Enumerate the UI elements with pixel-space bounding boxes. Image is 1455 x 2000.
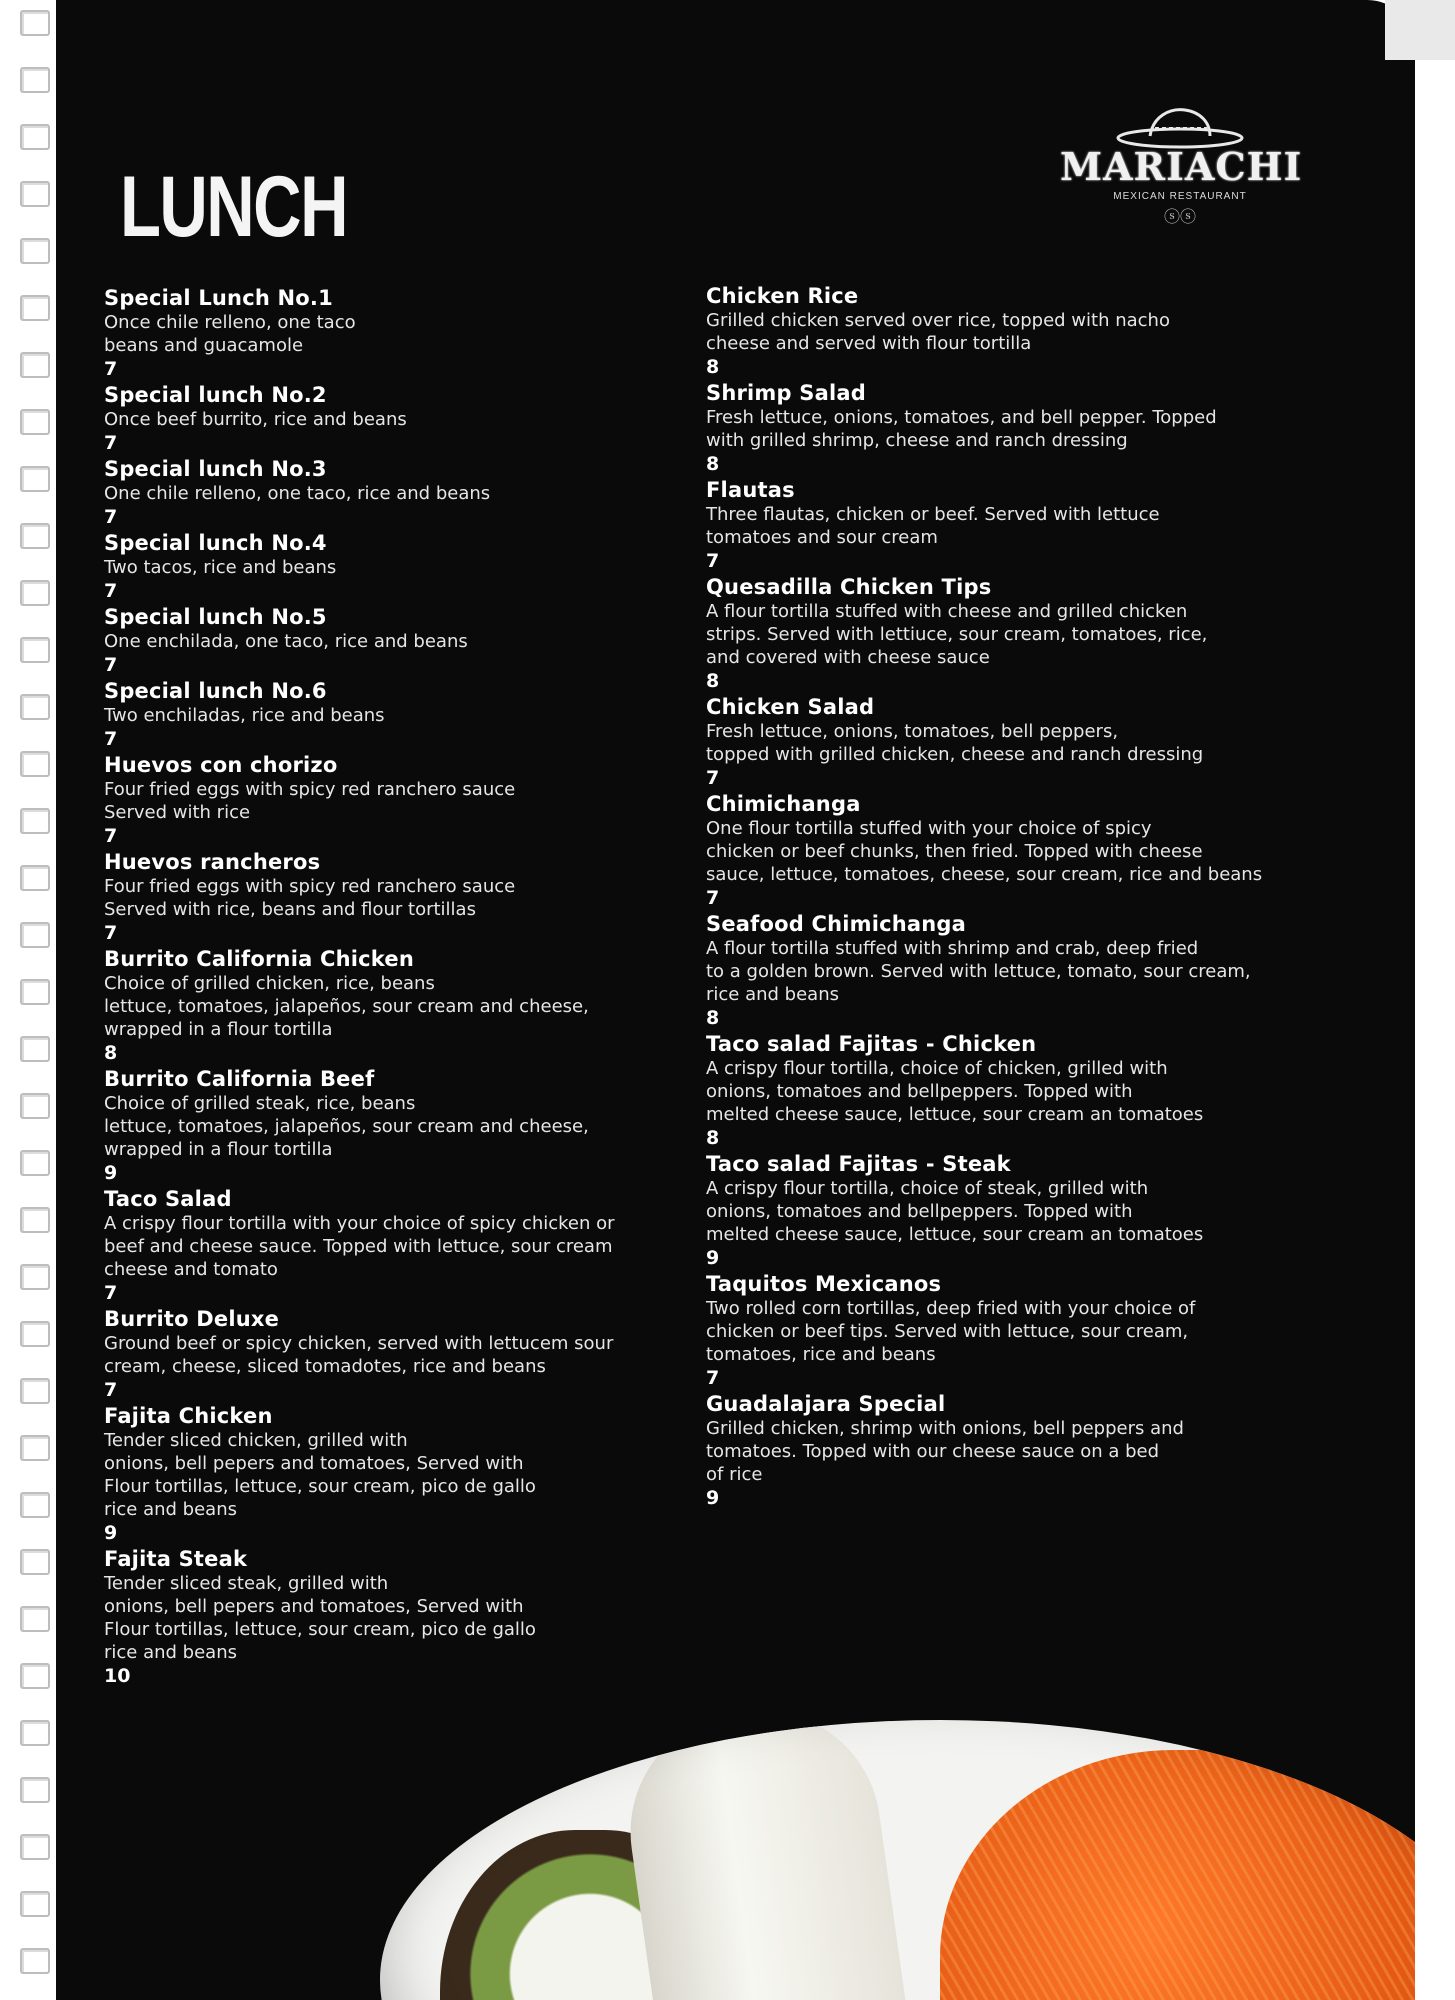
binding-hole xyxy=(20,352,50,378)
binding-hole xyxy=(20,1378,50,1404)
menu-item-description: Grilled chicken, shrimp with onions, bell peppers and tomatoes. Topped with our cheese sauce on a bed of rice xyxy=(706,1418,1184,1485)
menu-item xyxy=(104,285,704,382)
menu-item xyxy=(706,911,1306,1031)
menu-item xyxy=(706,1391,1306,1511)
menu-item-price: 7 xyxy=(706,1367,720,1389)
menu-item-price: 7 xyxy=(706,887,720,909)
menu-item-description: Once beef burrito, rice and beans xyxy=(104,409,407,430)
menu-item-name: Fajita Steak xyxy=(104,1547,248,1571)
menu-item xyxy=(104,456,704,530)
menu-item-description: One enchilada, one taco, rice and beans xyxy=(104,631,468,652)
menu-item xyxy=(104,382,704,456)
menu-item xyxy=(104,1066,704,1186)
menu-item-price: 7 xyxy=(104,580,118,602)
menu-item xyxy=(706,1031,1306,1151)
binding-hole xyxy=(20,637,50,663)
menu-item-name: Guadalajara Special xyxy=(706,1392,946,1416)
binding-hole xyxy=(20,238,50,264)
binding-hole xyxy=(20,1549,50,1575)
binding-hole xyxy=(20,1606,50,1632)
menu-item xyxy=(104,678,704,752)
menu-item xyxy=(104,604,704,678)
menu-item-description: A flour tortilla stuffed with shrimp and crab, deep fried to a golden brown. Served with lettuce, tomato, sour cream, rice and beans xyxy=(706,938,1251,1005)
menu-item-name: Seafood Chimichanga xyxy=(706,912,967,936)
page-title: LUNCH xyxy=(120,159,347,255)
menu-item xyxy=(706,1271,1306,1391)
menu-item-name: Flautas xyxy=(706,478,795,502)
binding-hole xyxy=(20,865,50,891)
menu-item-price: 7 xyxy=(104,922,118,944)
menu-item-price: 9 xyxy=(706,1247,720,1269)
menu-item-price: 8 xyxy=(706,670,720,692)
menu-item-name: Taco salad Fajitas - Steak xyxy=(706,1152,1011,1176)
menu-item xyxy=(706,694,1306,791)
binding-hole xyxy=(20,1150,50,1176)
binding-hole xyxy=(20,1492,50,1518)
menu-item-price: 7 xyxy=(104,728,118,750)
menu-item-description: Two rolled corn tortillas, deep fried with your choice of chicken or beef tips. Served with lettuce, sour cream, tomatoes, rice and beans xyxy=(706,1298,1196,1365)
menu-item xyxy=(104,530,704,604)
menu-item-description: Tender sliced steak, grilled with onions, bell pepers and tomatoes, Served with Flour tortillas, lettuce, sour cream, pico de gallo rice and beans xyxy=(104,1573,536,1663)
menu-item-description: A crispy flour tortilla, choice of chicken, grilled with onions, tomatoes and bellpeppers. Topped with melted cheese sauce, lettuce, sour cream an tomatoes xyxy=(706,1058,1204,1125)
menu-item-name: Huevos con chorizo xyxy=(104,753,338,777)
menu-item xyxy=(706,791,1306,911)
binding-hole xyxy=(20,1891,50,1917)
binding-hole xyxy=(20,1321,50,1347)
menu-item xyxy=(104,1306,704,1403)
menu-item-description: Four fried eggs with spicy red ranchero sauce Served with rice, beans and flour tortillas xyxy=(104,876,516,920)
binding-hole xyxy=(20,1036,50,1062)
binding-hole xyxy=(20,1834,50,1860)
menu-item-description: One flour tortilla stuffed with your choice of spicy chicken or beef chunks, then fried. Topped with cheese sauce, lettuce, tomatoes, cheese, sour cream, rice and beans xyxy=(706,818,1263,885)
menu-item xyxy=(104,752,704,849)
binding-hole xyxy=(20,409,50,435)
menu-item-price: 7 xyxy=(706,767,720,789)
menu-item-name: Special lunch No.2 xyxy=(104,383,327,407)
binding-hole xyxy=(20,1720,50,1746)
menu-item-price: 7 xyxy=(104,1282,118,1304)
menu-item-description: Choice of grilled steak, rice, beans lettuce, tomatoes, jalapeños, sour cream and cheese, wrapped in a flour tortilla xyxy=(104,1093,589,1160)
binding-hole xyxy=(20,1207,50,1233)
binding-hole xyxy=(20,295,50,321)
binding-hole xyxy=(20,1435,50,1461)
menu-item-name: Burrito Deluxe xyxy=(104,1307,280,1331)
menu-item-name: Special lunch No.6 xyxy=(104,679,327,703)
binding-hole xyxy=(20,124,50,150)
menu-item-name: Quesadilla Chicken Tips xyxy=(706,575,992,599)
menu-item-price: 8 xyxy=(706,1127,720,1149)
binding-hole xyxy=(20,523,50,549)
menu-item-description: Fresh lettuce, onions, tomatoes, bell peppers, topped with grilled chicken, cheese and ranch dressing xyxy=(706,721,1204,765)
menu-item-price: 7 xyxy=(104,1379,118,1401)
right-menu-column xyxy=(706,283,1306,1511)
menu-item-name: Special Lunch No.1 xyxy=(104,286,333,310)
binding-hole xyxy=(20,1948,50,1974)
binding-hole xyxy=(20,10,50,36)
menu-item-name: Huevos rancheros xyxy=(104,850,321,874)
logo-ornament: ⓢⓢ xyxy=(1163,207,1196,226)
menu-item-name: Taco Salad xyxy=(104,1187,232,1211)
menu-item xyxy=(104,1546,704,1689)
menu-item-name: Special lunch No.5 xyxy=(104,605,327,629)
binding-hole xyxy=(20,1663,50,1689)
logo-name: MARIACHI xyxy=(1060,144,1303,189)
food-photo xyxy=(380,1720,1415,2000)
menu-item-price: 8 xyxy=(706,453,720,475)
menu-item-name: Fajita Chicken xyxy=(104,1404,273,1428)
menu-item-description: A crispy flour tortilla with your choice of spicy chicken or beef and cheese sauce. Topped with lettuce, sour cream cheese and tomato xyxy=(104,1213,615,1280)
menu-item xyxy=(706,380,1306,477)
menu-item-price: 9 xyxy=(104,1162,118,1184)
menu-item-price: 8 xyxy=(104,1042,118,1064)
menu-item-description: Choice of grilled chicken, rice, beans lettuce, tomatoes, jalapeños, sour cream and cheese, wrapped in a flour tortilla xyxy=(104,973,589,1040)
menu-item-price: 7 xyxy=(104,358,118,380)
sombrero-icon xyxy=(1115,104,1245,150)
menu-item-price: 8 xyxy=(706,356,720,378)
binding-hole xyxy=(20,1777,50,1803)
menu-item-name: Chicken Rice xyxy=(706,284,859,308)
menu-item-description: Grilled chicken served over rice, topped with nacho cheese and served with flour tortilla xyxy=(706,310,1170,354)
menu-item-description: Four fried eggs with spicy red ranchero sauce Served with rice xyxy=(104,779,516,823)
binding-hole xyxy=(20,922,50,948)
menu-item-price: 10 xyxy=(104,1665,131,1687)
menu-item-price: 7 xyxy=(104,506,118,528)
menu-item-price: 9 xyxy=(104,1522,118,1544)
menu-item-name: Burrito California Beef xyxy=(104,1067,375,1091)
menu-item-name: Chicken Salad xyxy=(706,695,875,719)
menu-item xyxy=(104,1186,704,1306)
menu-item-description: A crispy flour tortilla, choice of steak, grilled with onions, tomatoes and bellpeppers. Topped with melted cheese sauce, lettuce, sour cream an tomatoes xyxy=(706,1178,1204,1245)
restaurant-logo xyxy=(1060,100,1303,235)
binding-hole xyxy=(20,580,50,606)
menu-item xyxy=(104,1403,704,1546)
spiral-binding xyxy=(0,0,56,2000)
menu-item-name: Shrimp Salad xyxy=(706,381,866,405)
menu-item xyxy=(706,283,1306,380)
menu-item-price: 7 xyxy=(104,432,118,454)
menu-item-description: Ground beef or spicy chicken, served with lettucem sour cream, cheese, sliced tomadotes, rice and beans xyxy=(104,1333,614,1377)
page-corner xyxy=(1385,0,1455,60)
menu-item xyxy=(706,1151,1306,1271)
menu-item-price: 7 xyxy=(706,550,720,572)
menu-item-description: Two enchiladas, rice and beans xyxy=(104,705,385,726)
logo-subtitle: MEXICAN RESTAURANT xyxy=(1113,191,1247,202)
menu-item-name: Taquitos Mexicanos xyxy=(706,1272,942,1296)
menu-item xyxy=(706,574,1306,694)
left-menu-column xyxy=(104,285,704,1689)
binding-hole xyxy=(20,979,50,1005)
menu-item-name: Taco salad Fajitas - Chicken xyxy=(706,1032,1037,1056)
menu-item-price: 8 xyxy=(706,1007,720,1029)
menu-item-name: Special lunch No.3 xyxy=(104,457,327,481)
menu-item xyxy=(104,946,704,1066)
menu-item-description: Tender sliced chicken, grilled with onions, bell pepers and tomatoes, Served with Flour tortillas, lettuce, sour cream, pico de gallo rice and beans xyxy=(104,1430,536,1520)
menu-item-price: 9 xyxy=(706,1487,720,1509)
binding-hole xyxy=(20,751,50,777)
binding-hole xyxy=(20,808,50,834)
menu-item-price: 7 xyxy=(104,825,118,847)
binding-hole xyxy=(20,1093,50,1119)
binding-hole xyxy=(20,694,50,720)
menu-item-description: Once chile relleno, one taco beans and guacamole xyxy=(104,312,356,356)
menu-item-description: Three flautas, chicken or beef. Served with lettuce tomatoes and sour cream xyxy=(706,504,1160,548)
menu-item-description: Fresh lettuce, onions, tomatoes, and bell pepper. Topped with grilled shrimp, cheese and ranch dressing xyxy=(706,407,1217,451)
binding-hole xyxy=(20,67,50,93)
binding-hole xyxy=(20,1264,50,1290)
menu-item xyxy=(706,477,1306,574)
menu-item-name: Chimichanga xyxy=(706,792,861,816)
menu-item-price: 7 xyxy=(104,654,118,676)
menu-item xyxy=(104,849,704,946)
menu-item-name: Special lunch No.4 xyxy=(104,531,327,555)
menu-item-name: Burrito California Chicken xyxy=(104,947,414,971)
menu-item-description: A flour tortilla stuffed with cheese and grilled chicken strips. Served with lettiuce, sour cream, tomatoes, rice, and covered with cheese sauce xyxy=(706,601,1208,668)
binding-hole xyxy=(20,181,50,207)
menu-item-description: One chile relleno, one taco, rice and beans xyxy=(104,483,491,504)
menu-item-description: Two tacos, rice and beans xyxy=(104,557,337,578)
binding-hole xyxy=(20,466,50,492)
